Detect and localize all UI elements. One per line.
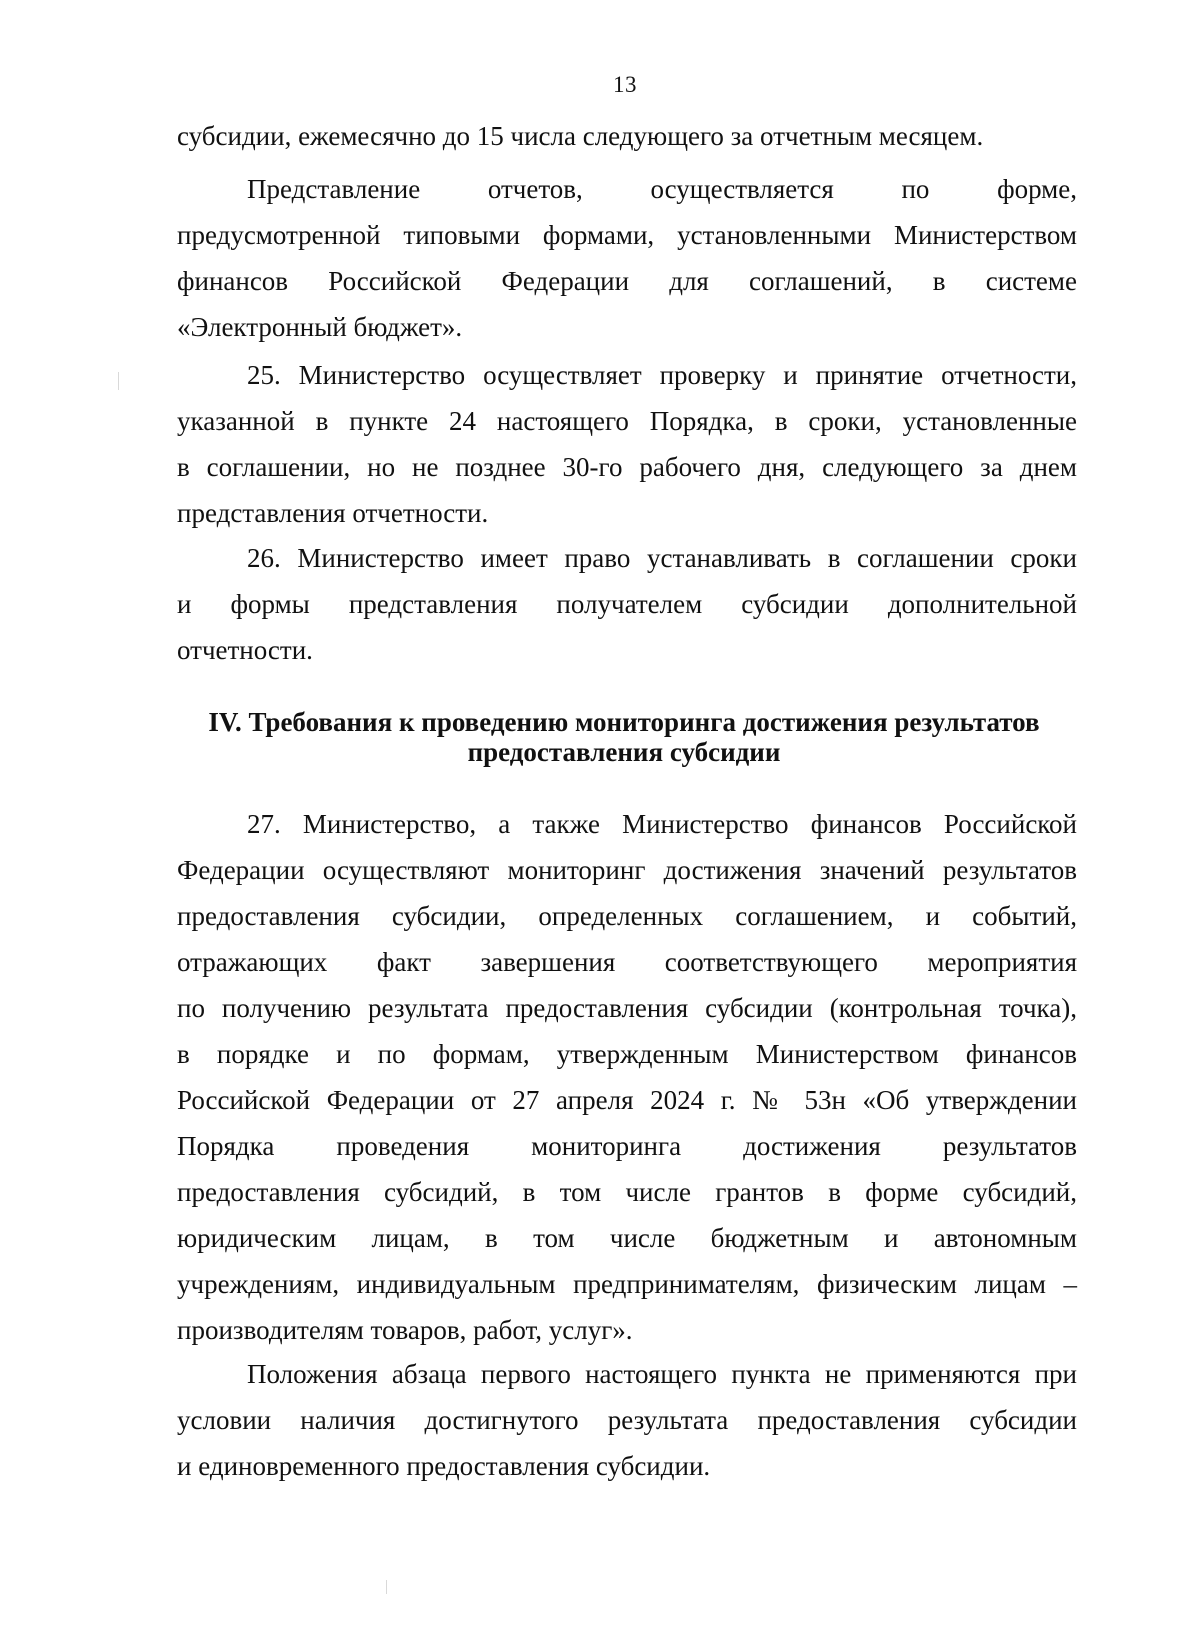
- section-heading-line-1: IV. Требования к проведению мониторинга достижения результатов: [208, 707, 1040, 737]
- paragraph-25-line-1: 25. Министерство осуществляет проверку и принятие отчетности,: [247, 360, 1077, 390]
- paragraph-25-line-4: представления отчетности.: [177, 498, 489, 528]
- paragraph-reports-line-4: «Электронный бюджет».: [177, 312, 463, 342]
- paragraph-27-line-3: предоставления субсидии, определенных соглашением, и событий,: [177, 901, 1077, 931]
- page-number: 13: [613, 72, 637, 97]
- paragraph-reports-line-2: предусмотренной типовыми формами, установленными Министерством: [177, 220, 1077, 250]
- paragraph-27-line-4: отражающих факт завершения соответствующего мероприятия: [177, 947, 1077, 977]
- scan-mark: [118, 372, 119, 390]
- paragraph-27-line-10: юридическим лицам, в том числе бюджетным и автономным: [177, 1223, 1077, 1253]
- paragraph-27-line-6: в порядке и по формам, утвержденным Министерством финансов: [177, 1039, 1077, 1069]
- paragraph-intro-line-1: субсидии, ежемесячно до 15 числа следующего за отчетным месяцем.: [177, 121, 984, 151]
- paragraph-26-line-2: и формы представления получателем субсидии дополнительной: [177, 589, 1077, 619]
- paragraph-25-line-2: указанной в пункте 24 настоящего Порядка, в сроки, установленные: [177, 406, 1077, 436]
- paragraph-27-line-7: Российской Федерации от 27 апреля 2024 г. № 53н «Об утверждении: [177, 1085, 1077, 1115]
- paragraph-27-2-line-2: условии наличия достигнутого результата предоставления субсидии: [177, 1405, 1077, 1435]
- paragraph-27-line-1: 27. Министерство, а также Министерство финансов Российской: [247, 809, 1077, 839]
- scan-mark: [386, 1580, 387, 1594]
- paragraph-27-line-11: учреждениям, индивидуальным предпринимателям, физическим лицам –: [177, 1269, 1077, 1299]
- paragraph-reports-line-3: финансов Российской Федерации для соглашений, в системе: [177, 266, 1077, 296]
- paragraph-25-line-3: в соглашении, но не позднее 30-го рабочего дня, следующего за днем: [177, 452, 1077, 482]
- paragraph-26-line-1: 26. Министерство имеет право устанавливать в соглашении сроки: [247, 543, 1077, 573]
- paragraph-26-line-3: отчетности.: [177, 635, 313, 665]
- paragraph-27-line-12: производителям товаров, работ, услуг».: [177, 1315, 633, 1345]
- document-body: [177, 0, 1077, 1652]
- paragraph-27-2-line-1: Положения абзаца первого настоящего пункта не применяются при: [247, 1359, 1077, 1389]
- paragraph-27-line-9: предоставления субсидий, в том числе грантов в форме субсидий,: [177, 1177, 1077, 1207]
- paragraph-reports-line-1: Представление отчетов, осуществляется по форме,: [247, 174, 1077, 204]
- section-heading-line-2: предоставления субсидии: [467, 737, 781, 767]
- paragraph-27-line-2: Федерации осуществляют мониторинг достижения значений результатов: [177, 855, 1077, 885]
- paragraph-27-line-5: по получению результата предоставления субсидии (контрольная точка),: [177, 993, 1077, 1023]
- paragraph-27-line-8: Порядка проведения мониторинга достижения результатов: [177, 1131, 1077, 1161]
- paragraph-27-2-line-3: и единовременного предоставления субсидии.: [177, 1451, 711, 1481]
